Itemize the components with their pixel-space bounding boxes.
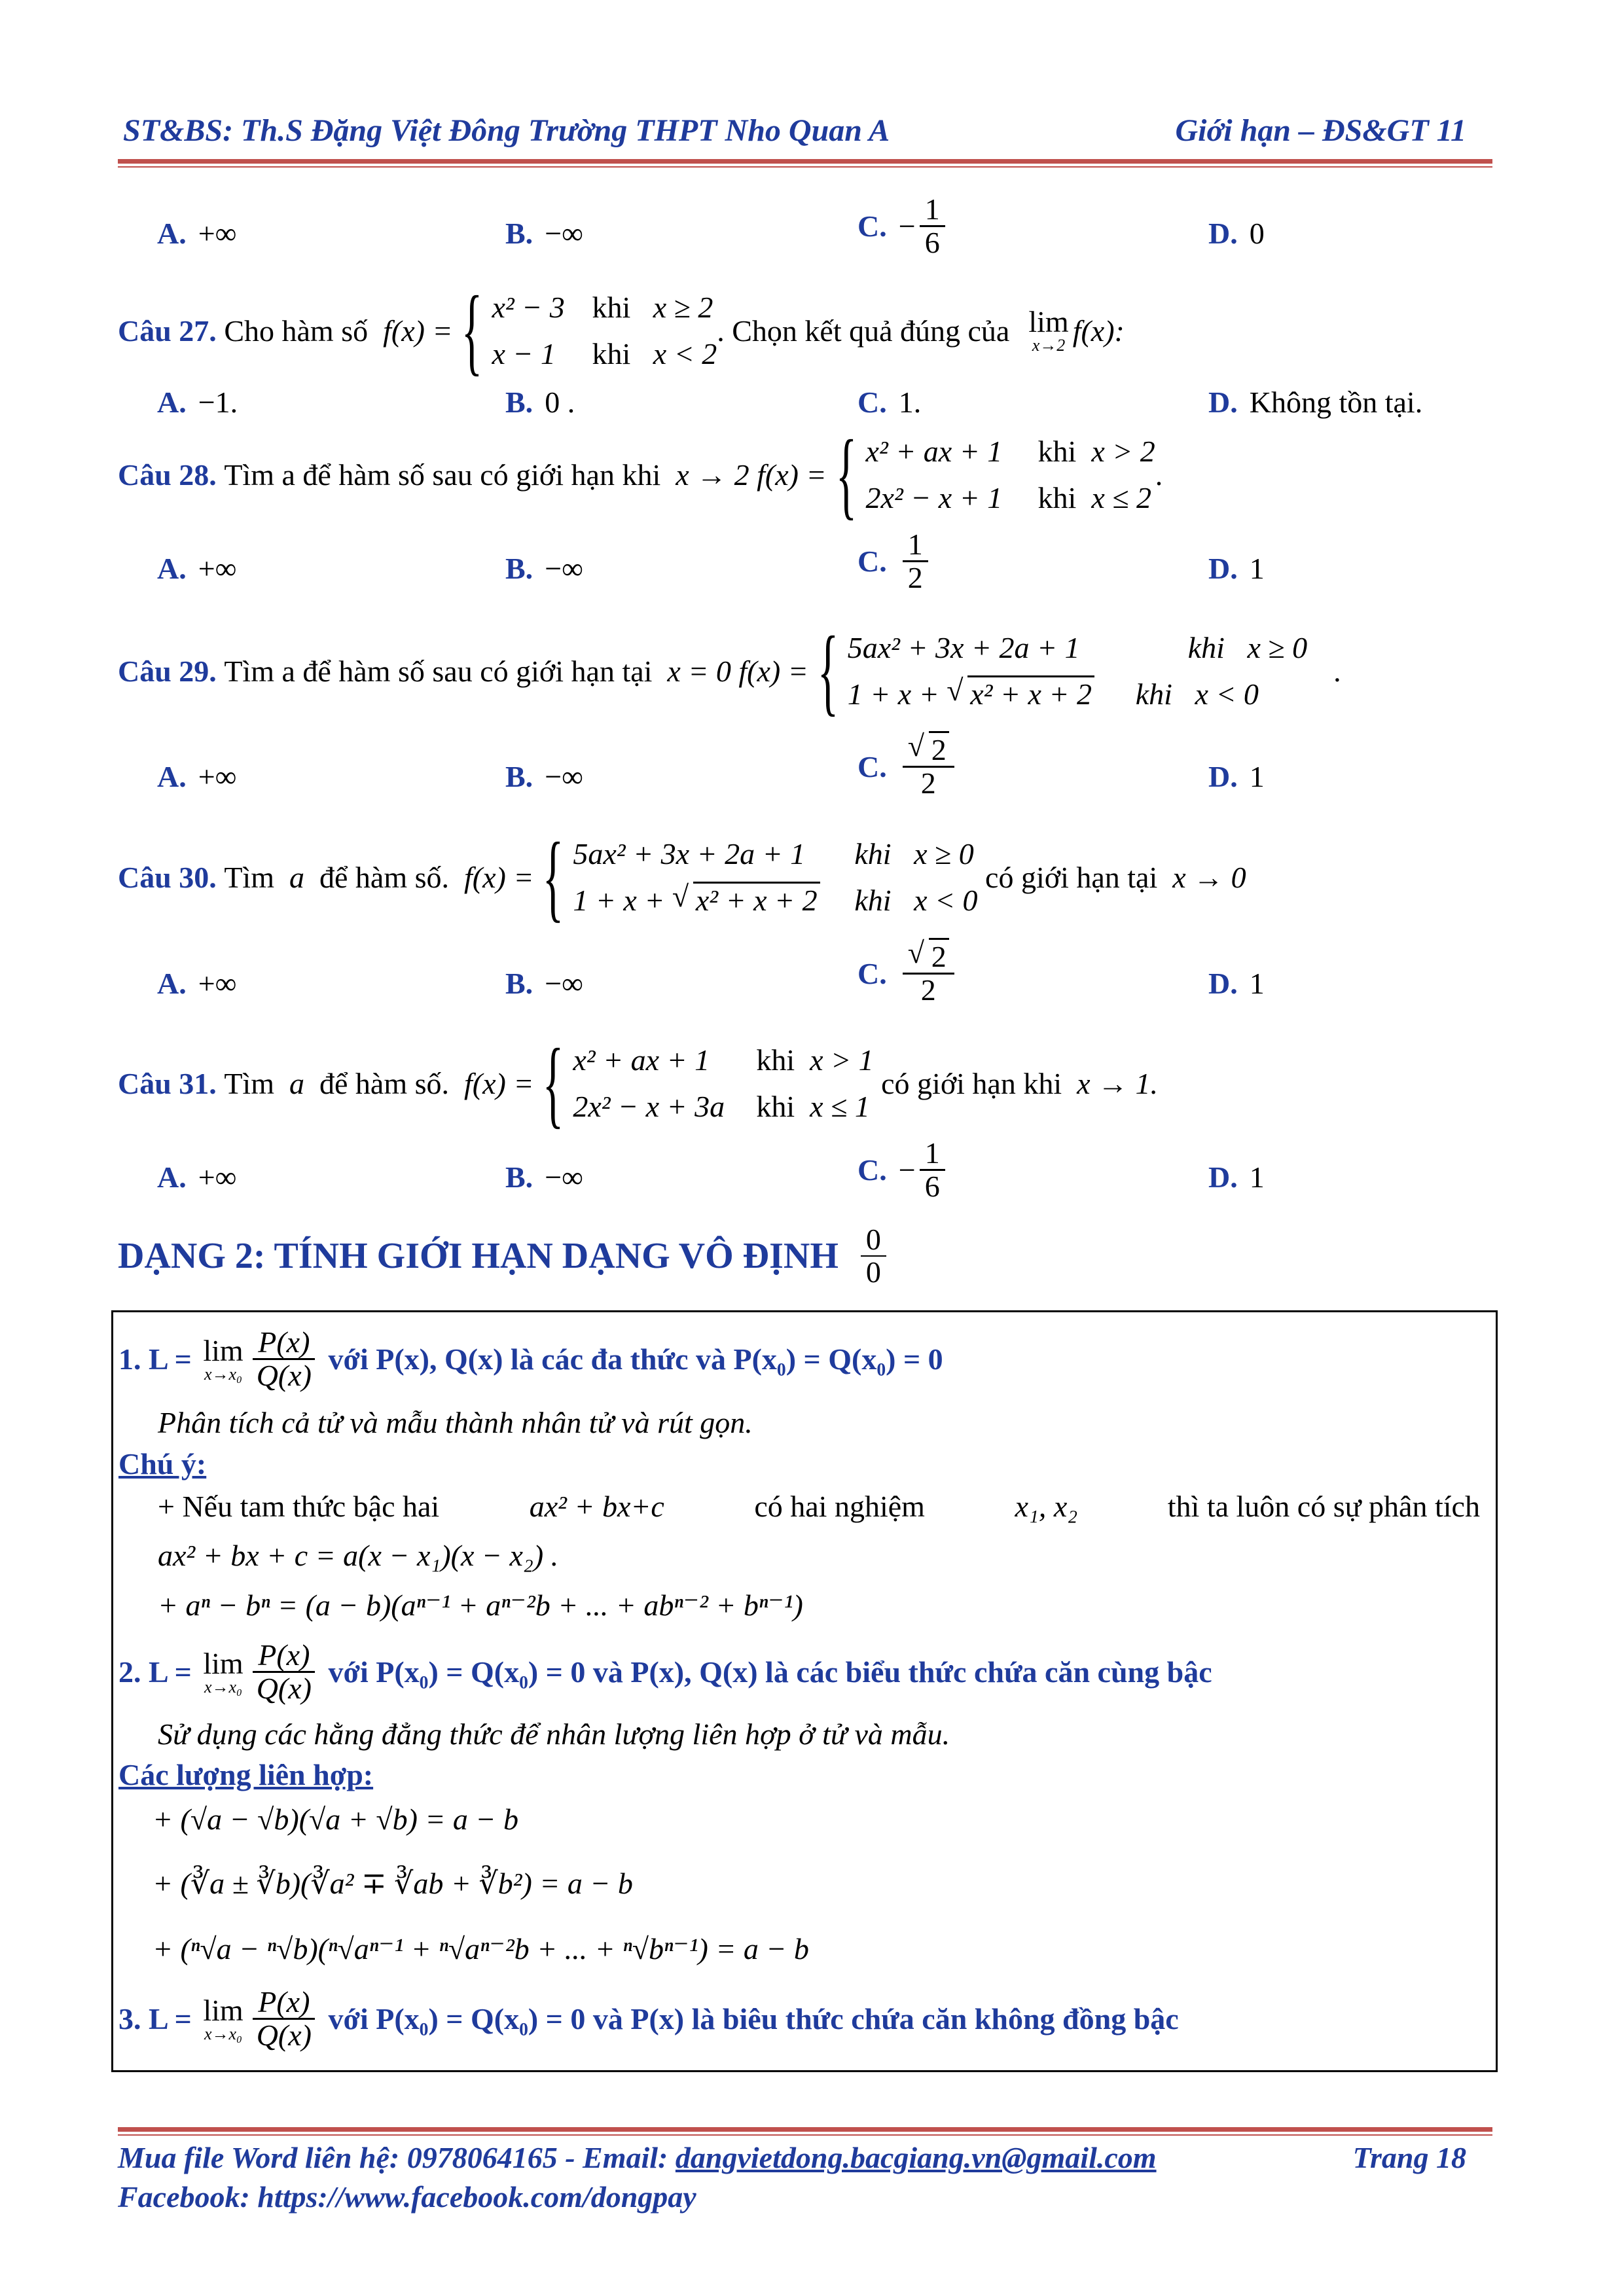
q31-option-a (157, 1160, 236, 1194)
option-value: +∞ (198, 552, 237, 585)
question-text: Tìm a để hàm số sau có giới hạn tại (224, 654, 653, 688)
sqrt (908, 941, 949, 973)
question-30 (118, 823, 1246, 931)
question-text: có giới hạn khi (881, 1066, 1062, 1100)
q28-option-d (1208, 551, 1265, 586)
limit (1028, 307, 1068, 354)
option-label: B. (505, 217, 533, 250)
option-fraction (903, 734, 954, 800)
sqrt (947, 671, 1094, 717)
question-29 (118, 617, 1341, 725)
piece-khi: khi (1187, 630, 1225, 664)
piece-pre: 1 + x + (847, 677, 939, 711)
option-label: A. (157, 967, 187, 1000)
frac-num: 1 (920, 1138, 945, 1171)
piece-khi: khi (1135, 677, 1172, 711)
option-label: D. (1208, 386, 1238, 419)
option-value: 0 (1249, 217, 1265, 250)
option-label: B. (505, 967, 533, 1000)
piece-cond: x < 2 (653, 337, 717, 370)
footer-rule (118, 2127, 1492, 2132)
option-value: 1 (1249, 967, 1265, 1000)
question-text: Tìm a để hàm số sau có giới hạn khi (224, 457, 661, 492)
lim-sub: x→2 (1032, 336, 1066, 355)
option-value: 0 . (545, 386, 575, 419)
lim-sub: x→x₀ (204, 1364, 243, 1384)
brace-icon: { (461, 276, 483, 385)
question-condition: x → 2 (676, 457, 749, 492)
lim-word: lim (203, 1993, 244, 2027)
piece-cond: x ≥ 2 (653, 290, 713, 324)
theory-box (111, 1310, 1498, 2072)
limit (203, 1333, 244, 1384)
frac-den: Q(x) (256, 2018, 312, 2053)
page-number: Trang 18 (1352, 2141, 1466, 2174)
option-label: D. (1208, 552, 1238, 585)
sqrt (908, 734, 949, 766)
header-right: Giới hạn – ĐS&GT 11 (1175, 113, 1466, 148)
piece-cond: x < 0 (914, 884, 978, 917)
function-name: f(x) = (757, 457, 827, 492)
sqrt-body: 2 (929, 731, 949, 766)
note-factor: ax² + bx + c = a(x − x₁)(x − x₂) . (158, 1539, 559, 1572)
option-value: −∞ (545, 217, 583, 250)
brace-icon: { (543, 1029, 564, 1138)
frac-den: 2 (920, 766, 936, 800)
piece-expr (848, 671, 1136, 717)
option-label: D. (1208, 967, 1238, 1000)
option-label: A. (157, 760, 187, 793)
q28-option-a (157, 551, 236, 586)
theory-item-2 (118, 1640, 1212, 1705)
option-label: A. (157, 1160, 187, 1194)
question-text: để hàm số. (319, 1066, 449, 1100)
conjugate-2: + (∛a ± ∛b)(∛a² ∓ ∛ab + ∛b²) = a − b (153, 1867, 633, 1900)
piece-expr (573, 877, 854, 924)
q26-option-d (1208, 216, 1265, 251)
limit (203, 1993, 244, 2043)
lim-word: lim (203, 1333, 244, 1367)
option-label: A. (157, 386, 187, 419)
sqrt-body: x² + x + 2 (967, 675, 1094, 711)
option-value: +∞ (198, 760, 237, 793)
question-label: Câu 30. (118, 860, 217, 894)
option-sign: − (898, 1153, 916, 1187)
option-label: A. (157, 217, 187, 250)
frac-den: Q(x) (256, 1359, 312, 1393)
piece-expr: 5ax² + 3x + 2a + 1 (573, 836, 806, 870)
lim-sub: x→x₀ (204, 2024, 243, 2043)
q28-option-c (857, 529, 932, 594)
question-text: Tìm (224, 1066, 274, 1100)
frac-num: 1 (920, 194, 945, 227)
option-label: C. (857, 545, 887, 579)
lim-sub: x→x₀ (204, 1677, 243, 1696)
q29-option-a (157, 759, 236, 794)
piece-expr: 2x² − x + 3a (573, 1090, 725, 1123)
piece-cond: x ≤ 1 (810, 1090, 870, 1123)
conjugate-3: + (ⁿ√a − ⁿ√b)(ⁿ√aⁿ⁻¹ + ⁿ√aⁿ⁻²b + ... + ⁿ√bⁿ⁻¹) = a − b (153, 1932, 809, 1965)
conjugate-heading: Các lượng liên hợp: (118, 1758, 374, 1791)
q30-option-a (157, 966, 236, 1001)
footer-email-link[interactable]: dangvietdong.bacgiang.vn@gmail.com (675, 2141, 1157, 2174)
question-27 (118, 276, 1125, 385)
note-expr: x₁, x₂ (1015, 1490, 1078, 1523)
header-rule-thin (118, 166, 1492, 168)
option-fraction (903, 941, 954, 1007)
piece-khi: khi (854, 836, 892, 870)
item-label: 1. L = (118, 1342, 192, 1376)
option-value: −∞ (545, 967, 583, 1000)
sqrt-body: x² + x + 2 (693, 882, 820, 917)
piece-cond: x ≥ 0 (1247, 630, 1308, 664)
note-text: thì ta luôn có sự phân tích (1167, 1490, 1480, 1523)
piecewise (452, 276, 717, 385)
option-label: B. (505, 552, 533, 585)
frac-den: 6 (924, 226, 940, 260)
conjugate-1: + (√a − √b)(√a + √b) = a − b (153, 1803, 518, 1836)
piecewise (533, 1029, 874, 1138)
item-note: Sử dụng các hằng đẳng thức để nhân lượng liên hợp ở tử và mẫu. (158, 1717, 950, 1751)
question-label: Câu 27. (118, 314, 217, 348)
option-label: C. (857, 750, 887, 784)
note-1 (158, 1489, 1480, 1524)
question-label: Câu 29. (118, 654, 217, 688)
piece-cond: x > 1 (810, 1043, 874, 1077)
option-label: A. (157, 552, 187, 585)
frac-num (903, 941, 954, 975)
q30-option-c (857, 941, 958, 1007)
option-fraction (920, 194, 945, 259)
piece-khi: khi (756, 1043, 795, 1077)
piece-khi: khi (854, 884, 892, 917)
q27-option-c (857, 385, 921, 420)
q29-option-d (1208, 759, 1265, 794)
section-title (118, 1224, 890, 1289)
option-label: C. (857, 1153, 887, 1187)
q31-option-d (1208, 1160, 1265, 1194)
option-fraction (903, 529, 928, 594)
option-label: D. (1208, 1160, 1238, 1194)
option-value: +∞ (198, 1160, 237, 1194)
option-value: −1. (198, 386, 238, 419)
frac-den: 6 (924, 1170, 940, 1204)
piece-pre: 1 + x + (573, 884, 665, 917)
frac-num: P(x) (253, 1327, 315, 1360)
question-end: . (1333, 654, 1341, 688)
piece-expr: x² + ax + 1 (573, 1043, 710, 1077)
brace-icon: { (817, 617, 839, 725)
frac-den: 0 (865, 1255, 881, 1289)
option-value: −∞ (545, 760, 583, 793)
option-label: B. (505, 760, 533, 793)
note-heading: Chú ý: (118, 1447, 207, 1480)
note-text: + Nếu tam thức bậc hai (158, 1490, 440, 1523)
item-label: 3. L = (118, 2002, 192, 2036)
theory-item-1 (118, 1327, 943, 1392)
piece-cond: x ≤ 2 (1091, 481, 1151, 514)
frac-num (903, 734, 954, 768)
question-label: Câu 31. (118, 1066, 217, 1100)
question-text: Tìm (224, 860, 274, 894)
footer-facebook: Facebook: https://www.facebook.com/dongpay (118, 2180, 696, 2214)
limit-fraction (251, 1327, 317, 1392)
footer-rule-thin (118, 2134, 1492, 2136)
piece-expr: 5ax² + 3x + 2a + 1 (847, 630, 1080, 664)
section-title-text: DẠNG 2: TÍNH GIỚI HẠN DẠNG VÔ ĐỊNH (118, 1236, 839, 1277)
piece-cond: x > 2 (1091, 434, 1155, 468)
question-28 (118, 420, 1163, 529)
frac-num: P(x) (253, 1986, 315, 2020)
theory-item-3 (118, 1986, 1179, 2052)
lim-word: lim (1028, 305, 1069, 338)
q27-option-d (1208, 385, 1422, 420)
option-value: +∞ (198, 967, 237, 1000)
q30-option-b (505, 966, 583, 1001)
header-left: ST&BS: Th.S Đặng Việt Đông Trường THPT Nho Quan A (123, 113, 890, 148)
option-label: B. (505, 1160, 533, 1194)
frac-num: 0 (861, 1224, 886, 1257)
footer-contact: Mua file Word liên hệ: 0978064165 - Email: (118, 2141, 668, 2174)
piece-khi: khi (1038, 434, 1077, 468)
note-text: có hai nghiệm (754, 1490, 925, 1523)
brace-icon: { (835, 420, 857, 529)
piece-cond: x < 0 (1195, 677, 1259, 711)
function-name: f(x) = (464, 860, 534, 894)
frac-den: Q(x) (256, 1672, 312, 1706)
q31-option-c (857, 1138, 949, 1203)
piece-khi: khi (1038, 481, 1077, 514)
section-fraction (861, 1224, 886, 1289)
piece-expr: x² − 3 (492, 290, 565, 324)
option-label: C. (857, 209, 887, 243)
q26-option-a (157, 216, 236, 251)
header-rule (118, 159, 1492, 164)
piece-khi: khi (592, 337, 631, 370)
q31-option-b (505, 1160, 583, 1194)
piecewise (808, 617, 1308, 725)
option-value: 1. (898, 386, 922, 419)
note-expr: ax² + bx+c (529, 1490, 664, 1523)
option-value: 1 (1249, 760, 1265, 793)
option-fraction (920, 1138, 945, 1203)
option-label: C. (857, 957, 887, 991)
piece-expr: x − 1 (492, 337, 556, 370)
question-variable: a (289, 1066, 304, 1100)
limit-fraction (251, 1986, 317, 2052)
piece-khi: khi (756, 1090, 795, 1123)
question-text: có giới hạn tại (985, 860, 1158, 894)
piecewise (533, 823, 978, 931)
frac-num: 1 (903, 529, 928, 562)
q26-option-b (505, 216, 583, 251)
option-sign: − (898, 209, 916, 243)
q28-option-b (505, 551, 583, 586)
q29-option-c (857, 734, 958, 800)
limit-fraction (251, 1640, 317, 1705)
q30-option-d (1208, 966, 1265, 1001)
item-text: với P(x₀) = Q(x₀) = 0 và P(x) là biêu thức chứa căn không đồng bậc (328, 2002, 1179, 2036)
piece-expr: x² + ax + 1 (865, 434, 1003, 468)
question-end: . (1155, 457, 1163, 492)
option-value: 1 (1249, 552, 1265, 585)
sqrt (672, 877, 820, 924)
option-value: −∞ (545, 552, 583, 585)
frac-den: 2 (920, 973, 936, 1007)
piece-cond: x ≥ 0 (914, 836, 974, 870)
option-value: 1 (1249, 1160, 1265, 1194)
lim-word: lim (203, 1646, 244, 1680)
q27-option-b (505, 385, 575, 420)
question-condition: x = 0 (667, 654, 731, 688)
q27-option-a (157, 385, 238, 420)
option-label: D. (1208, 760, 1238, 793)
item-text: với P(x), Q(x) là các đa thức và P(x₀) = Q(x₀) = 0 (328, 1342, 943, 1376)
frac-num: P(x) (253, 1640, 315, 1673)
q29-option-b (505, 759, 583, 794)
item-label: 2. L = (118, 1655, 192, 1689)
function-name: f(x) = (383, 314, 453, 348)
lim-function: f(x): (1072, 314, 1125, 348)
question-condition: x → 1. (1077, 1066, 1159, 1100)
limit (203, 1646, 244, 1696)
option-value: +∞ (198, 217, 237, 250)
option-label: C. (857, 386, 887, 419)
q26-option-c (857, 194, 949, 259)
footer-line-1 (118, 2140, 1466, 2175)
function-name: f(x) = (464, 1066, 534, 1100)
piecewise (827, 420, 1155, 529)
question-condition: x → 0 (1172, 860, 1246, 894)
question-text: Cho hàm số (224, 314, 369, 348)
question-variable: a (289, 860, 304, 894)
question-31 (118, 1029, 1159, 1138)
piece-expr: 2x² − x + 1 (865, 481, 1003, 514)
brace-icon: { (543, 823, 564, 931)
frac-den: 2 (907, 561, 923, 595)
question-label: Câu 28. (118, 457, 217, 492)
option-value: −∞ (545, 1160, 583, 1194)
piece-khi: khi (592, 290, 631, 324)
question-text: để hàm số. (319, 860, 449, 894)
function-name: f(x) = (738, 654, 808, 688)
note-2: + aⁿ − bⁿ = (a − b)(aⁿ⁻¹ + aⁿ⁻²b + ... + abⁿ⁻² + bⁿ⁻¹) (158, 1588, 803, 1622)
item-text: với P(x₀) = Q(x₀) = 0 và P(x), Q(x) là các biểu thức chứa căn cùng bậc (328, 1655, 1212, 1689)
option-value: Không tồn tại. (1249, 386, 1423, 419)
option-label: B. (505, 386, 533, 419)
question-text: . Chọn kết quả đúng của (717, 314, 1010, 348)
sqrt-body: 2 (929, 938, 949, 973)
option-label: D. (1208, 217, 1238, 250)
item-note: Phân tích cả tử và mẫu thành nhân tử và rút gọn. (158, 1406, 753, 1439)
